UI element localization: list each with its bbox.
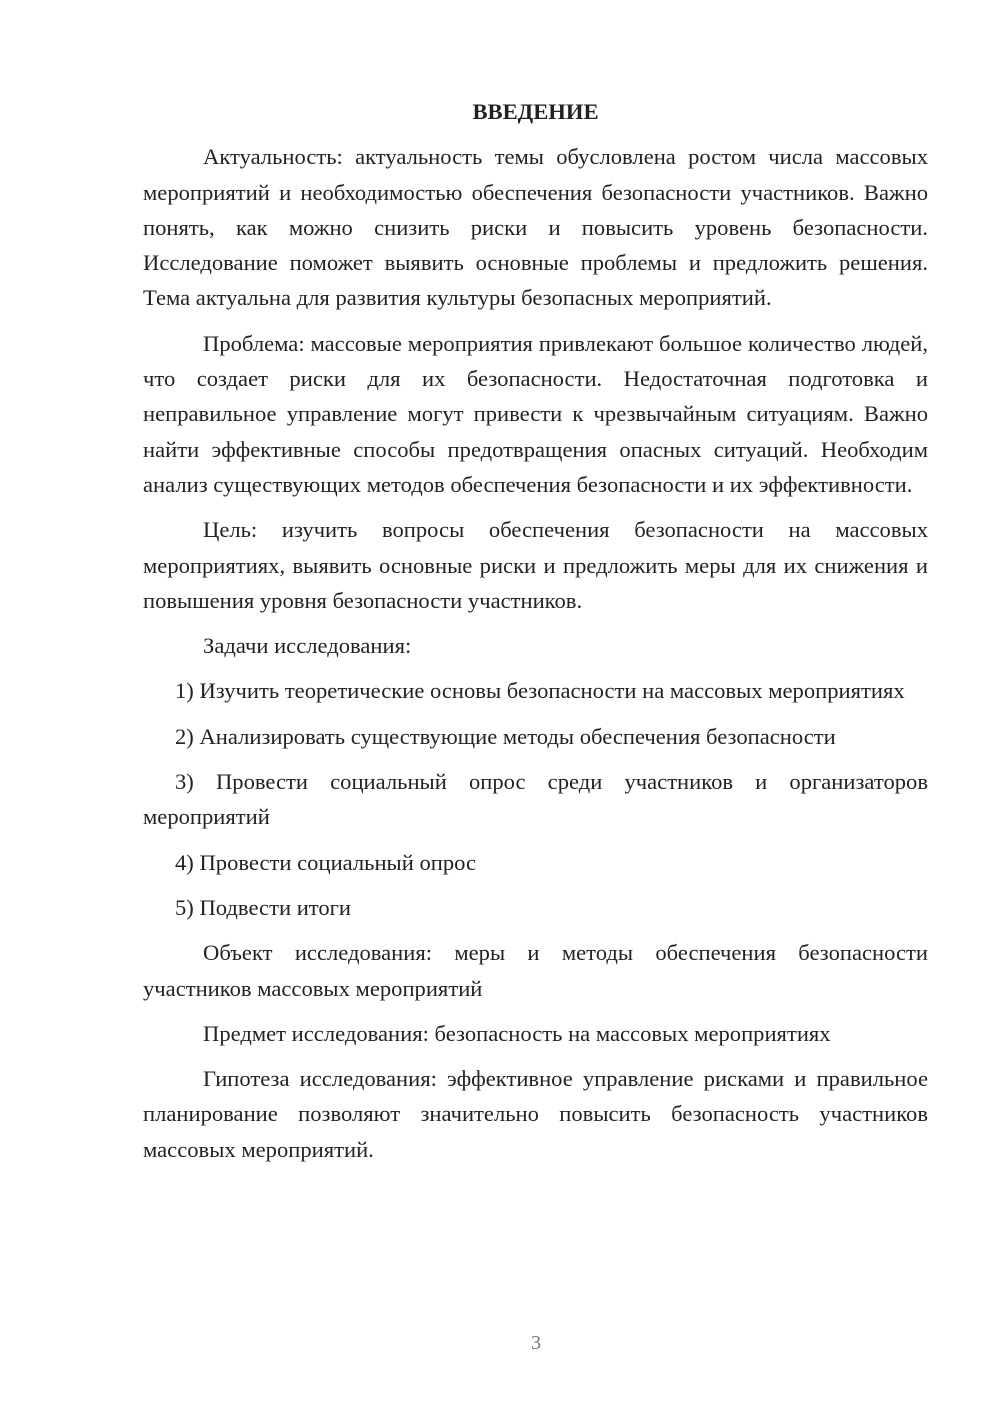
paragraph-tasks-heading: Задачи исследования:: [203, 633, 412, 659]
paragraph-hypothesis: Гипотеза исследования: эффективное управление рисками и правильное планирование позволяют значительно повысить безопасность участников массовых мероприятий.: [143, 1066, 928, 1162]
task-item-5: 5) Подвести итоги: [175, 894, 352, 920]
section-title: ВВЕДЕНИЕ: [472, 99, 599, 124]
task-item-4: 4) Провести социальный опрос: [175, 849, 477, 875]
paragraph-subject: Предмет исследования: безопасность на массовых мероприятиях: [203, 1020, 831, 1046]
paragraph-object: Объект исследования: меры и методы обеспечения безопасности участников массовых мероприятий: [143, 940, 928, 1001]
paragraph-problem: Проблема: массовые мероприятия привлекают большое количество людей, что создает риски для их безопасности. Недостаточная подготовка и неправильное управление могут привести к чрезвычайным ситуациям. Важно найти эффективные способы предотвращения опасных ситуаций. Необходим анализ существующих методов обеспечения безопасности и их эффективности.: [143, 330, 928, 497]
task-item-1: 1) Изучить теоретические основы безопасности на массовых мероприятиях: [175, 678, 905, 704]
page-number: 3: [531, 1332, 541, 1354]
document-body: [143, 94, 928, 1177]
task-item-2: 2) Анализировать существующие методы обеспечения безопасности: [175, 723, 836, 749]
paragraph-relevance: Актуальность: актуальность темы обусловлена ростом числа массовых мероприятий и необходимостью обеспечения безопасности участников. Важно понять, как можно снизить риски и повысить уровень безопасности. Исследование поможет выявить основные проблемы и предложить решения. Тема актуальна для развития культуры безопасных мероприятий.: [143, 144, 928, 311]
paragraph-goal: Цель: изучить вопросы обеспечения безопасности на массовых мероприятиях, выявить основные риски и предложить меры для их снижения и повышения уровня безопасности участников.: [143, 517, 928, 613]
task-item-3: 3) Провести социальный опрос среди участников и организаторов мероприятий: [143, 769, 928, 830]
